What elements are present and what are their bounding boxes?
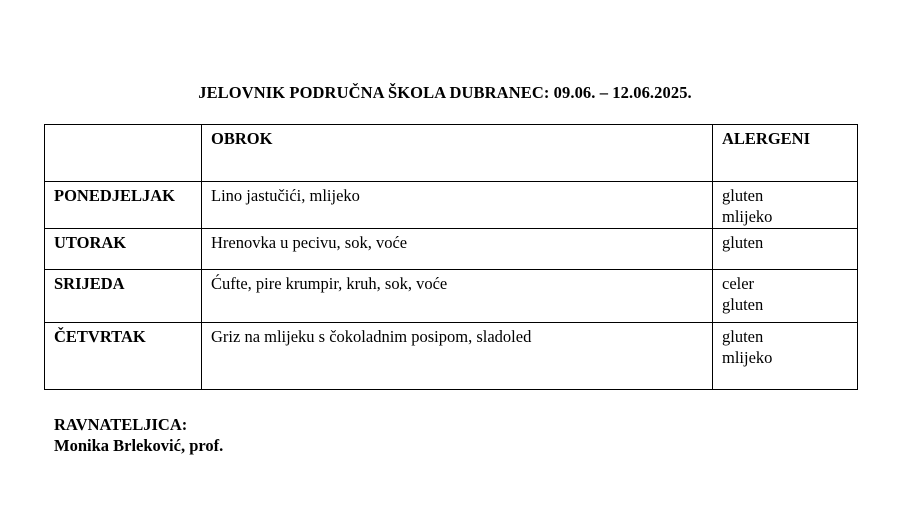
signature-role: RAVNATELJICA:	[54, 415, 188, 434]
allergen-item: mlijeko	[722, 207, 773, 226]
allergen-item: celer	[722, 274, 755, 293]
header-day	[45, 125, 202, 182]
signature-name: Monika Brleković, prof.	[54, 436, 224, 455]
allergen-item: mlijeko	[722, 348, 773, 367]
allergens-cell	[713, 229, 858, 270]
table-row	[45, 270, 858, 323]
table-row	[45, 229, 858, 270]
signature-block	[54, 414, 223, 456]
menu-table	[44, 124, 858, 390]
allergen-item: gluten	[722, 186, 764, 205]
table-header-row	[45, 125, 858, 182]
allergen-item: gluten	[722, 233, 764, 252]
document-title: JELOVNIK PODRUČNA ŠKOLA DUBRANEC: 09.06. – 12.06.2025.	[198, 83, 692, 102]
table-row	[45, 182, 858, 229]
meal-cell: Lino jastučići, mlijeko	[202, 182, 713, 229]
allergen-item: gluten	[722, 295, 764, 314]
meal-cell: Ćufte, pire krumpir, kruh, sok, voće	[202, 270, 713, 323]
allergens-cell	[713, 323, 858, 390]
header-allergens: ALERGENI	[713, 125, 858, 182]
header-meal: OBROK	[202, 125, 713, 182]
day-cell: ČETVRTAK	[45, 323, 202, 390]
day-cell: PONEDJELJAK	[45, 182, 202, 229]
table-row	[45, 323, 858, 390]
meal-cell: Griz na mlijeku s čokoladnim posipom, sladoled	[202, 323, 713, 390]
allergens-cell	[713, 270, 858, 323]
meal-cell: Hrenovka u pecivu, sok, voće	[202, 229, 713, 270]
day-cell: SRIJEDA	[45, 270, 202, 323]
day-cell: UTORAK	[45, 229, 202, 270]
allergen-item: gluten	[722, 327, 764, 346]
allergens-cell	[713, 182, 858, 229]
